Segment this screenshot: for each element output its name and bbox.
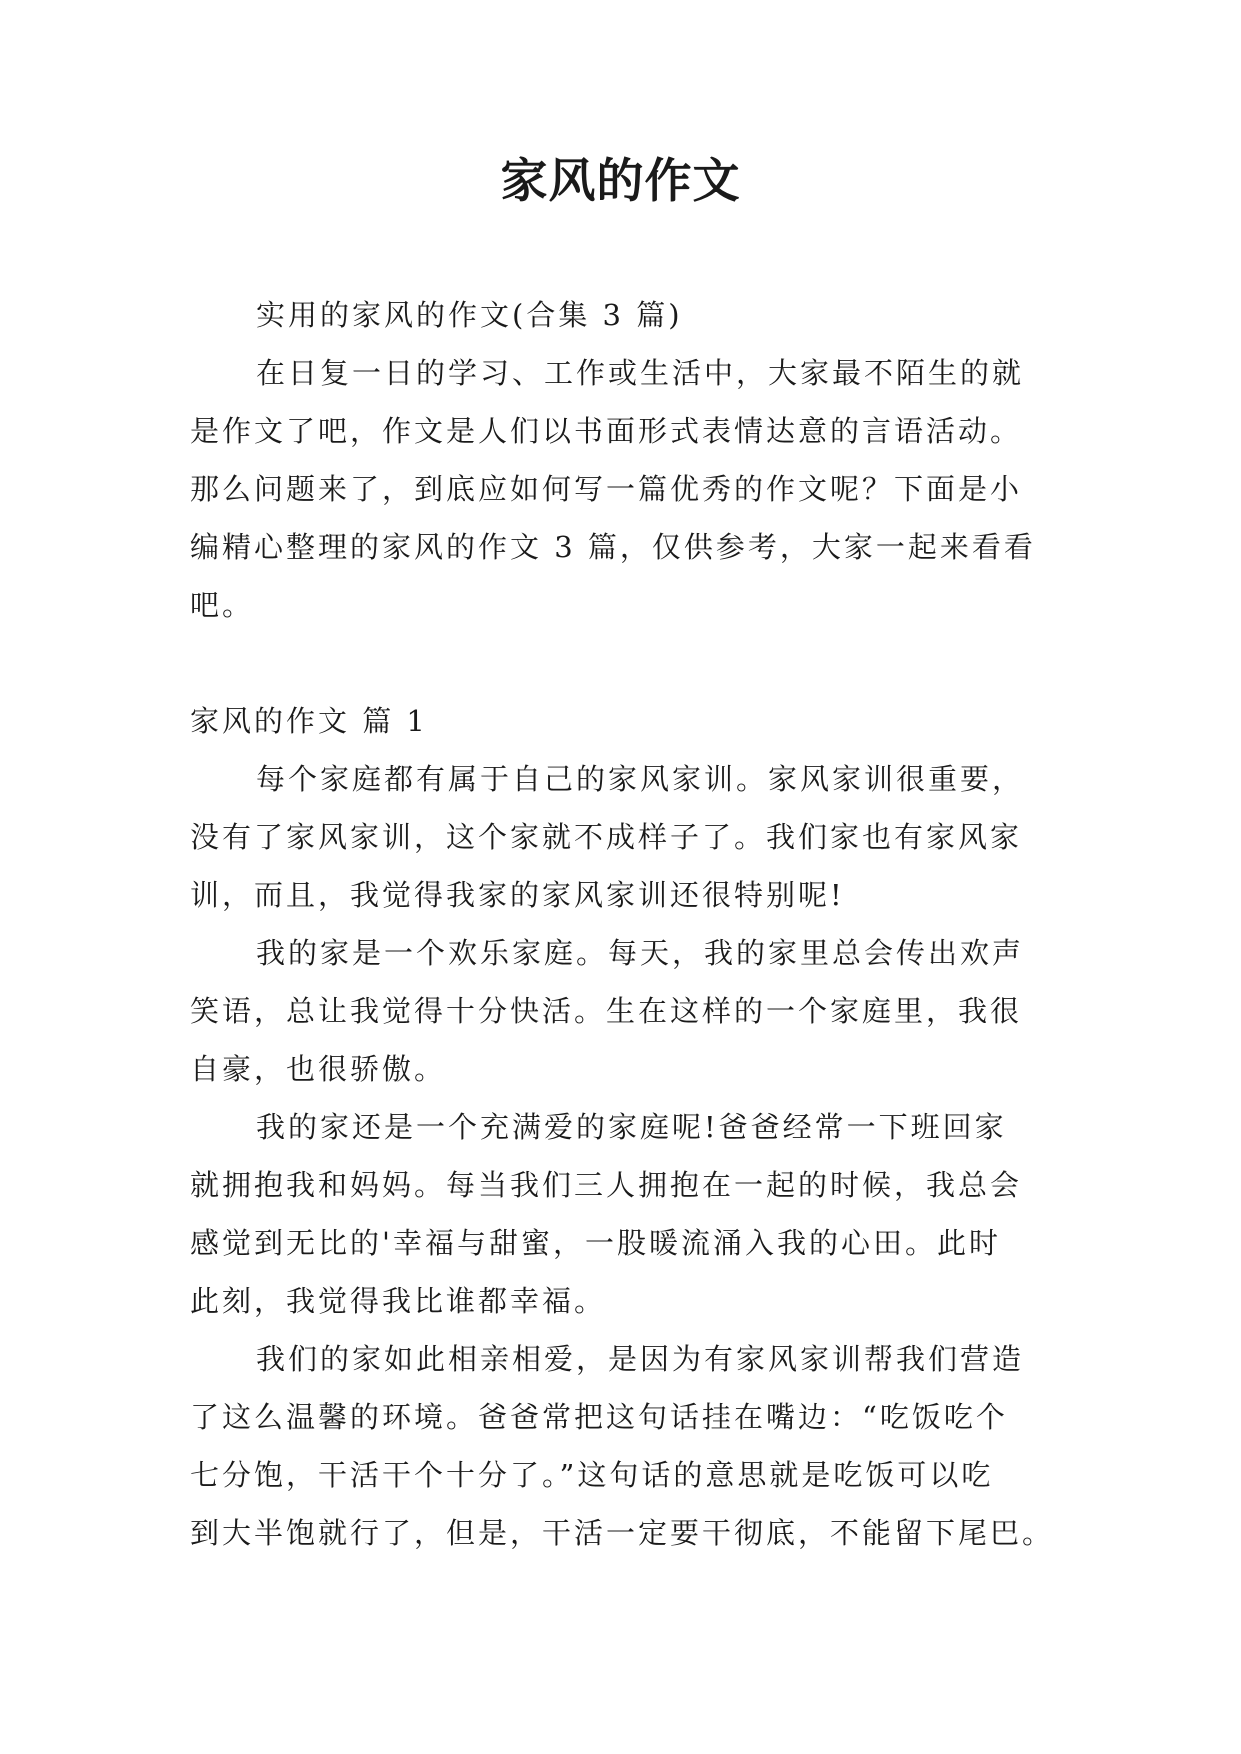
paragraph-line: 就拥抱我和妈妈。每当我们三人拥抱在一起的时候，我总会 [190,1168,1023,1202]
page-title: 家风的作文 [500,154,741,209]
paragraph-line: 自豪，也很骄傲。 [190,1052,447,1086]
intro-line: 是作文了吧，作文是人们以书面形式表情达意的言语活动。 [190,414,1023,448]
subtitle: 实用的家风的作文(合集 3 篇) [256,298,683,332]
paragraph-line: 每个家庭都有属于自己的家风家训。家风家训很重要， [256,762,1025,796]
paragraph-line: 我的家还是一个充满爱的家庭呢!爸爸经常一下班回家 [256,1110,1007,1144]
paragraph-line: 此刻，我觉得我比谁都幸福。 [190,1284,607,1318]
paragraph-line: 训，而且，我觉得我家的家风家训还很特别呢! [190,878,845,912]
blank-line [190,634,1070,692]
intro-line: 吧。 [190,588,255,622]
paragraph-line: 了这么温馨的环境。爸爸常把这句话挂在嘴边：“吃饭吃个 [190,1400,1008,1434]
paragraph-line: 我们的家如此相亲相爱，是因为有家风家训帮我们营造 [256,1342,1025,1376]
paragraph-line: 我的家是一个欢乐家庭。每天，我的家里总会传出欢声 [256,936,1025,970]
intro-line: 在日复一日的学习、工作或生活中，大家最不陌生的就 [256,356,1025,390]
paragraph-line: 七分饱，干活干个十分了。”这句话的意思就是吃饭可以吃 [190,1458,994,1492]
document-body [190,286,1070,1562]
paragraph-line: 到大半饱就行了，但是，干活一定要干彻底，不能留下尾巴。 [190,1516,1055,1550]
intro-line: 那么问题来了，到底应如何写一篇优秀的作文呢？下面是小 [190,472,1023,506]
section-heading: 家风的作文 篇 1 [190,704,428,738]
paragraph-line: 感觉到无比的'幸福与甜蜜，一股暖流涌入我的心田。此时 [190,1226,1001,1260]
paragraph-line: 笑语，总让我觉得十分快活。生在这样的一个家庭里，我很 [190,994,1023,1028]
paragraph-line: 没有了家风家训，这个家就不成样子了。我们家也有家风家 [190,820,1023,854]
intro-line: 编精心整理的家风的作文 3 篇，仅供参考，大家一起来看看 [190,530,1036,564]
